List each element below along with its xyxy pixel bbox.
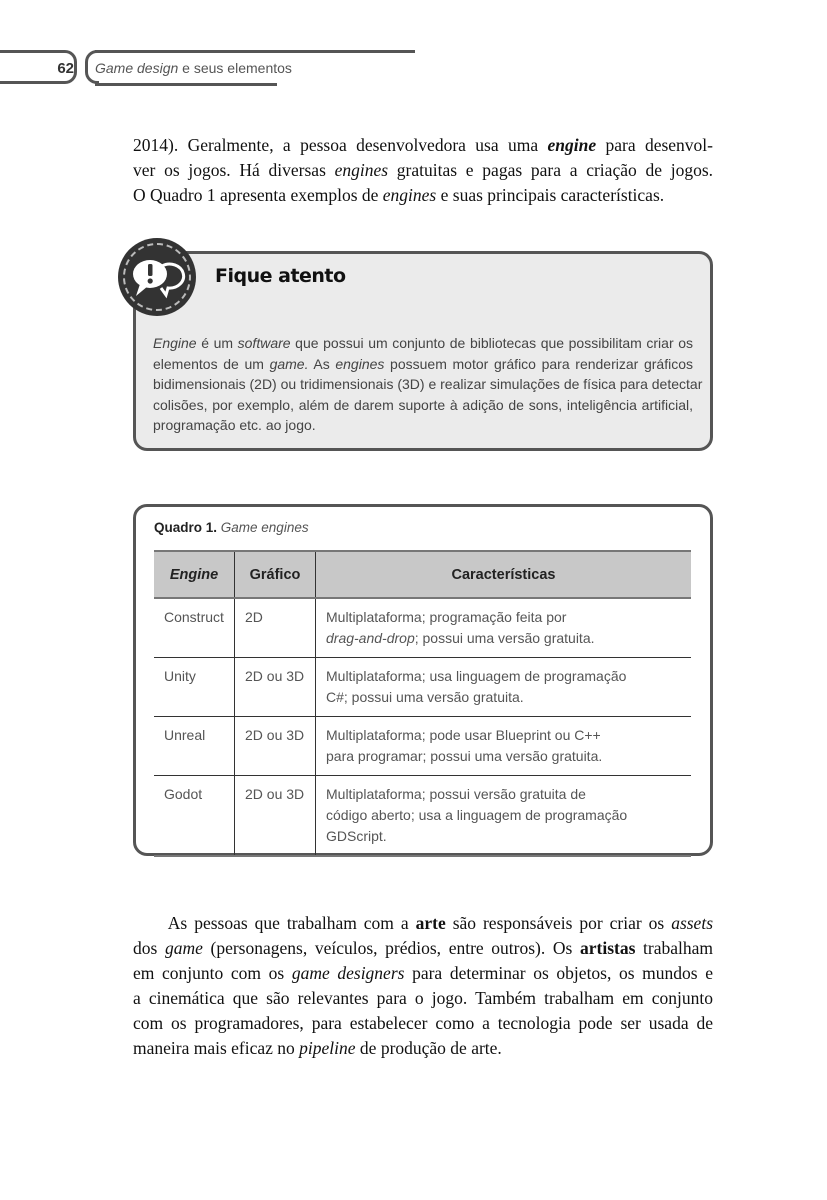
text-run: maneira mais eficaz no <box>133 1038 300 1058</box>
text-run: dos <box>133 938 165 958</box>
text-run: bidimensionais (2D) ou tridimensionais (3D) e realizar simulações de física para detectar <box>153 376 703 392</box>
text-run: (personagens, veículos, prédios, entre outros). Os <box>202 938 580 958</box>
text-line <box>326 805 681 826</box>
text-line <box>326 784 681 805</box>
text-run: Multiplataforma; programação feita por <box>326 609 567 625</box>
cell-engine: Godot <box>154 776 235 857</box>
table-row <box>154 598 691 658</box>
column-header-caracteristicas: Características <box>316 551 692 598</box>
text-line <box>133 183 713 208</box>
text-run: de produção de arte. <box>355 1038 502 1058</box>
intro-paragraph <box>133 133 713 208</box>
text-line <box>326 607 681 628</box>
text-run: para desenvol- <box>596 135 713 155</box>
text-run: elementos de um <box>153 355 270 372</box>
quadro-caption <box>154 520 309 535</box>
speech-bubbles-exclamation-icon <box>118 238 196 316</box>
text-line <box>153 333 693 354</box>
text-run: colisões, por exemplo, além de darem suporte à adição de sons, inteligência artificial, <box>153 396 693 413</box>
text-run: Multiplataforma; possui versão gratuita de <box>326 786 586 802</box>
text-run: As <box>308 355 336 372</box>
text-run: são responsáveis por criar os <box>445 913 672 933</box>
table-row <box>154 658 691 717</box>
column-header-grafico: Gráfico <box>235 551 316 598</box>
callout-title: Fique atento <box>215 265 346 287</box>
text-run: drag-and-drop <box>326 630 415 646</box>
text-run: engine <box>547 135 597 155</box>
text-run: assets <box>671 913 713 933</box>
text-run: game <box>164 938 203 958</box>
text-run: em conjunto com os <box>133 963 292 983</box>
text-line <box>326 725 681 746</box>
text-run: com os programadores, para estabelecer como a tecnologia pode ser usada de <box>133 1013 713 1033</box>
cell-caracteristicas <box>316 598 692 658</box>
text-line <box>133 133 713 158</box>
text-line <box>133 936 713 961</box>
table-row <box>154 776 691 857</box>
text-line <box>133 1011 713 1036</box>
text-run: ver os jogos. Há diversas <box>133 160 335 180</box>
callout-body <box>153 333 703 436</box>
text-run: ; possui uma versão gratuita. <box>414 630 595 646</box>
cell-grafico: 2D ou 3D <box>235 717 316 776</box>
running-title <box>95 60 292 76</box>
text-run: engines <box>334 160 389 180</box>
cell-caracteristicas <box>316 717 692 776</box>
cell-grafico: 2D ou 3D <box>235 776 316 857</box>
text-run: artistas <box>579 938 636 958</box>
cell-grafico: 2D ou 3D <box>235 658 316 717</box>
text-line <box>153 354 693 375</box>
text-line <box>153 374 703 395</box>
text-line <box>133 1036 713 1061</box>
text-run: C#; possui uma versão gratuita. <box>326 689 524 705</box>
quadro-caption-title: Game engines <box>220 520 309 535</box>
text-run: 2014). Geralmente, a pessoa desenvolvedora usa uma <box>133 135 548 155</box>
text-run: programação etc. ao jogo. <box>153 417 316 433</box>
text-run: O Quadro 1 apresenta exemplos de <box>133 185 383 205</box>
text-run: e suas principais características. <box>436 185 665 205</box>
text-run: arte <box>415 913 446 933</box>
text-run: GDScript. <box>326 828 387 844</box>
text-run: trabalham <box>635 938 713 958</box>
text-run: software <box>237 335 291 351</box>
text-line <box>153 395 693 416</box>
engines-table <box>154 550 691 857</box>
text-run: para determinar os objetos, os mundos e <box>404 963 713 983</box>
cell-caracteristicas <box>316 776 692 857</box>
text-run: que possui um conjunto de bibliotecas que possibilitam criar os <box>290 335 693 351</box>
cell-caracteristicas <box>316 658 692 717</box>
text-run: Multiplataforma; pode usar Blueprint ou C++ <box>326 727 601 743</box>
text-run: pipeline <box>299 1038 356 1058</box>
table-row <box>154 717 691 776</box>
running-title-italic: Game design <box>95 60 179 76</box>
text-line <box>326 746 681 767</box>
text-run: Engine <box>153 335 197 351</box>
text-run: engines <box>382 185 437 205</box>
text-run: As pessoas que trabalham com a <box>133 913 416 933</box>
text-run: game designers <box>291 963 405 983</box>
cell-grafico: 2D <box>235 598 316 658</box>
text-run: engines <box>335 355 385 372</box>
text-line <box>133 986 713 1011</box>
text-line <box>326 687 681 708</box>
text-run: é um <box>196 335 238 351</box>
closing-paragraph <box>133 911 713 1061</box>
text-run: para programar; possui uma versão gratuita. <box>326 748 603 764</box>
text-run: possuem motor gráfico para renderizar gráficos <box>384 355 693 372</box>
text-line <box>326 628 681 649</box>
cell-engine: Unity <box>154 658 235 717</box>
table-header-row <box>154 551 691 598</box>
text-line <box>133 961 713 986</box>
text-run: game. <box>269 355 309 372</box>
cell-engine: Unreal <box>154 717 235 776</box>
text-line <box>326 826 681 847</box>
text-run: a cinemática que são relevantes para o jogo. Também trabalham em conjunto <box>133 988 713 1008</box>
text-line <box>326 666 681 687</box>
text-line <box>133 158 713 183</box>
text-line <box>133 911 713 936</box>
cell-engine: Construct <box>154 598 235 658</box>
running-title-rest: e seus elementos <box>178 60 292 76</box>
text-run: Multiplataforma; usa linguagem de programação <box>326 668 627 684</box>
text-run: gratuitas e pagas para a criação de jogos. <box>388 160 713 180</box>
page-number: 62 <box>57 60 74 77</box>
column-header-engine: Engine <box>154 551 235 598</box>
text-line <box>153 415 693 436</box>
quadro-caption-label: Quadro 1. <box>154 520 218 535</box>
text-run: código aberto; usa a linguagem de programação <box>326 807 628 823</box>
